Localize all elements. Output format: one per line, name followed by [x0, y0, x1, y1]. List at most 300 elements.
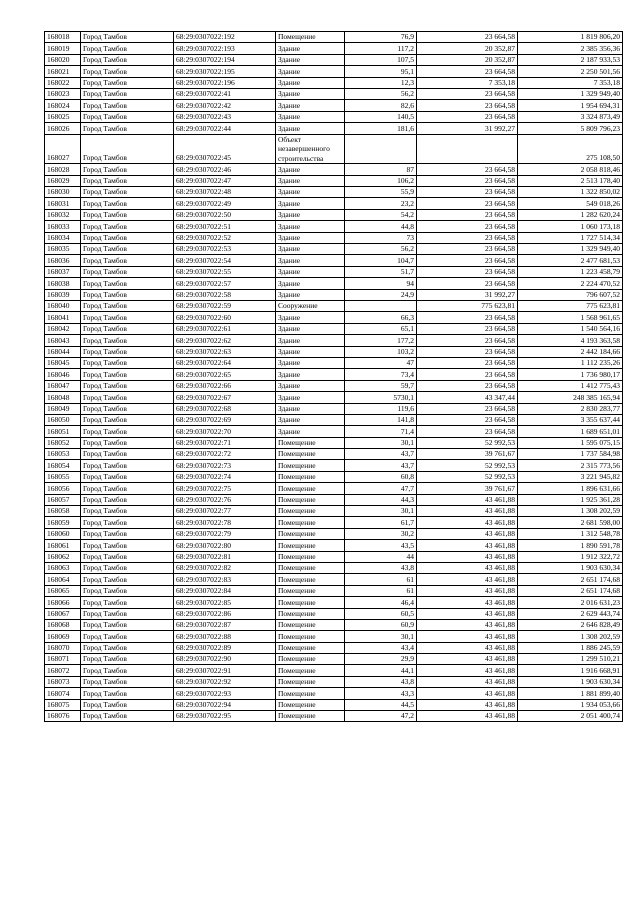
cadastral-value-cell: 1 568 961,65 [518, 312, 623, 323]
cadastral-number-cell: 68:29:0307022:43 [174, 111, 276, 122]
cadastral-number-cell: 68:29:0307022:91 [174, 665, 276, 676]
row-number-cell: 168076 [45, 711, 81, 722]
row-number-cell: 168068 [45, 619, 81, 630]
city-cell: Город Тамбов [81, 528, 174, 539]
cadastral-value-cell: 796 607,52 [518, 289, 623, 300]
city-cell: Город Тамбов [81, 380, 174, 391]
unit-value-cell: 43 461,88 [417, 676, 518, 687]
object-type-cell: Здание [276, 369, 345, 380]
unit-value-cell: 43 461,88 [417, 585, 518, 596]
cadastral-value-cell: 248 385 165,94 [518, 392, 623, 403]
table-row [45, 676, 623, 687]
unit-value-cell: 23 664,58 [417, 266, 518, 277]
city-cell: Город Тамбов [81, 369, 174, 380]
cadastral-value-cell: 1 060 173,18 [518, 221, 623, 232]
area-cell: 12,3 [345, 77, 417, 88]
city-cell: Город Тамбов [81, 244, 174, 255]
cadastral-number-cell: 68:29:0307022:63 [174, 346, 276, 357]
row-number-cell: 168031 [45, 198, 81, 209]
object-type-cell: Помещение [276, 654, 345, 665]
unit-value-cell: 23 664,58 [417, 221, 518, 232]
table-row [45, 232, 623, 243]
cadastral-value-cell: 2 016 631,23 [518, 597, 623, 608]
area-cell: 47,7 [345, 483, 417, 494]
object-type-cell: Здание [276, 426, 345, 437]
cadastral-number-cell: 68:29:0307022:51 [174, 221, 276, 232]
area-cell: 43,3 [345, 688, 417, 699]
city-cell: Город Тамбов [81, 540, 174, 551]
cadastral-value-cell: 1 282 620,24 [518, 209, 623, 220]
area-cell: 30,1 [345, 631, 417, 642]
cadastral-number-cell: 68:29:0307022:45 [174, 134, 276, 164]
cadastral-number-cell: 68:29:0307022:41 [174, 88, 276, 99]
cadastral-value-cell: 3 221 945,82 [518, 471, 623, 482]
cadastral-number-cell: 68:29:0307022:59 [174, 300, 276, 311]
cadastral-number-cell: 68:29:0307022:85 [174, 597, 276, 608]
area-cell: 73 [345, 232, 417, 243]
city-cell: Город Тамбов [81, 300, 174, 311]
city-cell: Город Тамбов [81, 278, 174, 289]
cadastral-number-cell: 68:29:0307022:93 [174, 688, 276, 699]
object-type-cell: Помещение [276, 483, 345, 494]
cadastral-value-cell: 1 736 980,17 [518, 369, 623, 380]
unit-value-cell: 43 461,88 [417, 688, 518, 699]
row-number-cell: 168035 [45, 244, 81, 255]
unit-value-cell: 43 461,88 [417, 562, 518, 573]
table-row [45, 392, 623, 403]
area-cell: 106,2 [345, 175, 417, 186]
cadastral-number-cell: 68:29:0307022:81 [174, 551, 276, 562]
cadastral-number-cell: 68:29:0307022:80 [174, 540, 276, 551]
city-cell: Город Тамбов [81, 665, 174, 676]
table-row [45, 198, 623, 209]
object-type-cell: Здание [276, 278, 345, 289]
object-type-cell: Помещение [276, 688, 345, 699]
table-row [45, 540, 623, 551]
row-number-cell: 168037 [45, 266, 81, 277]
unit-value-cell: 43 461,88 [417, 631, 518, 642]
cadastral-number-cell: 68:29:0307022:94 [174, 699, 276, 710]
object-type-cell: Помещение [276, 562, 345, 573]
city-cell: Город Тамбов [81, 449, 174, 460]
cadastral-number-cell: 68:29:0307022:195 [174, 66, 276, 77]
city-cell: Город Тамбов [81, 175, 174, 186]
table-row [45, 483, 623, 494]
unit-value-cell: 23 664,58 [417, 323, 518, 334]
cadastral-number-cell: 68:29:0307022:70 [174, 426, 276, 437]
object-type-cell: Здание [276, 66, 345, 77]
table-row [45, 187, 623, 198]
unit-value-cell: 52 992,53 [417, 460, 518, 471]
cadastral-number-cell: 68:29:0307022:82 [174, 562, 276, 573]
city-cell: Город Тамбов [81, 574, 174, 585]
cadastral-value-cell: 1 925 361,28 [518, 494, 623, 505]
row-number-cell: 168042 [45, 323, 81, 334]
row-number-cell: 168055 [45, 471, 81, 482]
table-row [45, 654, 623, 665]
cadastral-number-cell: 68:29:0307022:87 [174, 619, 276, 630]
area-cell: 119,6 [345, 403, 417, 414]
area-cell: 117,2 [345, 43, 417, 54]
row-number-cell: 168059 [45, 517, 81, 528]
unit-value-cell: 43 461,88 [417, 551, 518, 562]
unit-value-cell: 31 992,27 [417, 289, 518, 300]
object-type-cell: Помещение [276, 437, 345, 448]
unit-value-cell: 23 664,58 [417, 357, 518, 368]
unit-value-cell: 43 461,88 [417, 517, 518, 528]
cadastral-value-cell: 2 051 400,74 [518, 711, 623, 722]
unit-value-cell: 23 664,58 [417, 100, 518, 111]
object-type-cell: Здание [276, 88, 345, 99]
area-cell: 61 [345, 574, 417, 585]
cadastral-value-cell: 2 477 681,53 [518, 255, 623, 266]
row-number-cell: 168044 [45, 346, 81, 357]
object-type-cell: Помещение [276, 471, 345, 482]
table-row [45, 54, 623, 65]
cadastral-value-cell: 1 223 458,79 [518, 266, 623, 277]
cadastral-number-cell: 68:29:0307022:61 [174, 323, 276, 334]
city-cell: Город Тамбов [81, 699, 174, 710]
row-number-cell: 168036 [45, 255, 81, 266]
unit-value-cell: 43 461,88 [417, 608, 518, 619]
table-row [45, 266, 623, 277]
unit-value-cell: 23 664,58 [417, 88, 518, 99]
unit-value-cell: 23 664,58 [417, 255, 518, 266]
city-cell: Город Тамбов [81, 460, 174, 471]
unit-value-cell: 23 664,58 [417, 164, 518, 175]
row-number-cell: 168065 [45, 585, 81, 596]
city-cell: Город Тамбов [81, 187, 174, 198]
table-row [45, 665, 623, 676]
area-cell: 56,2 [345, 244, 417, 255]
area-cell: 71,4 [345, 426, 417, 437]
table-row [45, 619, 623, 630]
city-cell: Город Тамбов [81, 134, 174, 164]
cadastral-value-cell: 1 308 202,59 [518, 631, 623, 642]
unit-value-cell: 43 461,88 [417, 540, 518, 551]
unit-value-cell: 43 461,88 [417, 574, 518, 585]
area-cell: 61,7 [345, 517, 417, 528]
row-number-cell: 168058 [45, 506, 81, 517]
city-cell: Город Тамбов [81, 43, 174, 54]
area-cell: 141,8 [345, 414, 417, 425]
object-type-cell: Помещение [276, 642, 345, 653]
city-cell: Город Тамбов [81, 631, 174, 642]
object-type-cell: Здание [276, 380, 345, 391]
table-row [45, 164, 623, 175]
object-type-cell: Здание [276, 244, 345, 255]
city-cell: Город Тамбов [81, 66, 174, 77]
city-cell: Город Тамбов [81, 346, 174, 357]
area-cell: 87 [345, 164, 417, 175]
object-type-cell: Помещение [276, 676, 345, 687]
cadastral-value-cell: 1 329 949,40 [518, 244, 623, 255]
table-row [45, 221, 623, 232]
cadastral-number-cell: 68:29:0307022:58 [174, 289, 276, 300]
object-type-cell: Здание [276, 54, 345, 65]
cadastral-number-cell: 68:29:0307022:76 [174, 494, 276, 505]
row-number-cell: 168057 [45, 494, 81, 505]
city-cell: Город Тамбов [81, 77, 174, 88]
table-row [45, 123, 623, 134]
table-row [45, 642, 623, 653]
row-number-cell: 168056 [45, 483, 81, 494]
area-cell: 44,5 [345, 699, 417, 710]
row-number-cell: 168030 [45, 187, 81, 198]
area-cell: 24,9 [345, 289, 417, 300]
area-cell: 23,2 [345, 198, 417, 209]
table-row [45, 289, 623, 300]
row-number-cell: 168048 [45, 392, 81, 403]
row-number-cell: 168052 [45, 437, 81, 448]
object-type-cell: Помещение [276, 32, 345, 43]
cadastral-value-cell: 1 903 630,34 [518, 562, 623, 573]
unit-value-cell: 43 461,88 [417, 494, 518, 505]
cadastral-number-cell: 68:29:0307022:60 [174, 312, 276, 323]
area-cell: 66,3 [345, 312, 417, 323]
object-type-cell: Здание [276, 255, 345, 266]
area-cell: 30,1 [345, 437, 417, 448]
unit-value-cell: 52 992,53 [417, 437, 518, 448]
table-row [45, 506, 623, 517]
cadastral-number-cell: 68:29:0307022:47 [174, 175, 276, 186]
cadastral-value-cell: 1 412 775,43 [518, 380, 623, 391]
area-cell: 104,7 [345, 255, 417, 266]
area-cell: 94 [345, 278, 417, 289]
city-cell: Город Тамбов [81, 323, 174, 334]
object-type-cell: Сооружение [276, 300, 345, 311]
table-row [45, 471, 623, 482]
area-cell: 47,2 [345, 711, 417, 722]
unit-value-cell: 23 664,58 [417, 32, 518, 43]
row-number-cell: 168051 [45, 426, 81, 437]
table-row [45, 32, 623, 43]
cadastral-number-cell: 68:29:0307022:84 [174, 585, 276, 596]
city-cell: Город Тамбов [81, 123, 174, 134]
object-type-cell: Помещение [276, 494, 345, 505]
row-number-cell: 168032 [45, 209, 81, 220]
area-cell: 43,7 [345, 460, 417, 471]
table-row [45, 711, 623, 722]
cadastral-number-cell: 68:29:0307022:73 [174, 460, 276, 471]
cadastral-value-cell: 1 916 668,91 [518, 665, 623, 676]
cadastral-number-cell: 68:29:0307022:71 [174, 437, 276, 448]
row-number-cell: 168028 [45, 164, 81, 175]
unit-value-cell: 23 664,58 [417, 369, 518, 380]
table-row [45, 380, 623, 391]
cadastral-number-cell: 68:29:0307022:89 [174, 642, 276, 653]
row-number-cell: 168021 [45, 66, 81, 77]
cadastral-number-cell: 68:29:0307022:193 [174, 43, 276, 54]
area-cell: 60,9 [345, 619, 417, 630]
table-row [45, 585, 623, 596]
city-cell: Город Тамбов [81, 562, 174, 573]
object-type-cell: Здание [276, 346, 345, 357]
area-cell: 103,2 [345, 346, 417, 357]
row-number-cell: 168060 [45, 528, 81, 539]
row-number-cell: 168043 [45, 335, 81, 346]
cadastral-number-cell: 68:29:0307022:192 [174, 32, 276, 43]
table-row [45, 517, 623, 528]
object-type-cell: Здание [276, 266, 345, 277]
table-row [45, 278, 623, 289]
city-cell: Город Тамбов [81, 255, 174, 266]
table-row [45, 88, 623, 99]
row-number-cell: 168054 [45, 460, 81, 471]
row-number-cell: 168066 [45, 597, 81, 608]
city-cell: Город Тамбов [81, 642, 174, 653]
cadastral-value-cell: 2 651 174,68 [518, 574, 623, 585]
cadastral-value-cell: 2 830 283,77 [518, 403, 623, 414]
unit-value-cell [417, 134, 518, 164]
area-cell: 47 [345, 357, 417, 368]
city-cell: Город Тамбов [81, 414, 174, 425]
city-cell: Город Тамбов [81, 335, 174, 346]
object-type-cell: Помещение [276, 711, 345, 722]
cadastral-value-cell: 2 681 598,00 [518, 517, 623, 528]
table-body [45, 32, 623, 722]
unit-value-cell: 7 353,18 [417, 77, 518, 88]
city-cell: Город Тамбов [81, 688, 174, 699]
unit-value-cell: 43 461,88 [417, 506, 518, 517]
row-number-cell: 168019 [45, 43, 81, 54]
area-cell: 95,1 [345, 66, 417, 77]
row-number-cell: 168020 [45, 54, 81, 65]
object-type-cell: Здание [276, 111, 345, 122]
object-type-cell: Здание [276, 175, 345, 186]
cadastral-value-cell: 2 629 443,74 [518, 608, 623, 619]
unit-value-cell: 52 992,53 [417, 471, 518, 482]
area-cell: 43,7 [345, 449, 417, 460]
table-row [45, 597, 623, 608]
row-number-cell: 168045 [45, 357, 81, 368]
object-type-cell: Помещение [276, 528, 345, 539]
object-type-cell: Помещение [276, 517, 345, 528]
city-cell: Город Тамбов [81, 164, 174, 175]
row-number-cell: 168024 [45, 100, 81, 111]
area-cell: 44 [345, 551, 417, 562]
unit-value-cell: 23 664,58 [417, 232, 518, 243]
unit-value-cell: 39 761,67 [417, 449, 518, 460]
row-number-cell: 168040 [45, 300, 81, 311]
cadastral-value-cell: 7 353,18 [518, 77, 623, 88]
cadastral-value-cell: 549 018,26 [518, 198, 623, 209]
cadastral-number-cell: 68:29:0307022:72 [174, 449, 276, 460]
area-cell: 5730,1 [345, 392, 417, 403]
area-cell: 56,2 [345, 88, 417, 99]
area-cell: 107,5 [345, 54, 417, 65]
cadastral-value-cell: 2 651 174,68 [518, 585, 623, 596]
object-type-cell: Помещение [276, 619, 345, 630]
table-row [45, 437, 623, 448]
city-cell: Город Тамбов [81, 711, 174, 722]
cadastral-number-cell: 68:29:0307022:75 [174, 483, 276, 494]
area-cell: 54,2 [345, 209, 417, 220]
area-cell: 43,5 [345, 540, 417, 551]
object-type-cell: Здание [276, 323, 345, 334]
area-cell: 43,8 [345, 676, 417, 687]
city-cell: Город Тамбов [81, 232, 174, 243]
row-number-cell: 168063 [45, 562, 81, 573]
row-number-cell: 168033 [45, 221, 81, 232]
city-cell: Город Тамбов [81, 608, 174, 619]
area-cell: 140,5 [345, 111, 417, 122]
cadastral-number-cell: 68:29:0307022:95 [174, 711, 276, 722]
city-cell: Город Тамбов [81, 88, 174, 99]
object-type-cell: Здание [276, 187, 345, 198]
area-cell: 59,7 [345, 380, 417, 391]
city-cell: Город Тамбов [81, 289, 174, 300]
cadastral-number-cell: 68:29:0307022:50 [174, 209, 276, 220]
cadastral-value-cell: 1 299 510,21 [518, 654, 623, 665]
row-number-cell: 168074 [45, 688, 81, 699]
table-row [45, 631, 623, 642]
unit-value-cell: 23 664,58 [417, 66, 518, 77]
area-cell: 51,7 [345, 266, 417, 277]
table-row [45, 460, 623, 471]
area-cell: 82,6 [345, 100, 417, 111]
cadastral-number-cell: 68:29:0307022:54 [174, 255, 276, 266]
cadastral-value-cell: 1 540 564,16 [518, 323, 623, 334]
unit-value-cell: 23 664,58 [417, 426, 518, 437]
object-type-cell: Помещение [276, 585, 345, 596]
city-cell: Город Тамбов [81, 403, 174, 414]
unit-value-cell: 775 623,81 [417, 300, 518, 311]
cadastral-value-cell: 2 442 184,66 [518, 346, 623, 357]
row-number-cell: 168067 [45, 608, 81, 619]
unit-value-cell: 20 352,87 [417, 43, 518, 54]
unit-value-cell: 43 461,88 [417, 665, 518, 676]
row-number-cell: 168046 [45, 369, 81, 380]
table-row [45, 449, 623, 460]
city-cell: Город Тамбов [81, 32, 174, 43]
area-cell: 43,8 [345, 562, 417, 573]
cadastral-value-cell: 1 954 694,31 [518, 100, 623, 111]
cadastral-number-cell: 68:29:0307022:66 [174, 380, 276, 391]
cadastral-number-cell: 68:29:0307022:88 [174, 631, 276, 642]
object-type-cell: Помещение [276, 551, 345, 562]
cadastral-value-cell: 2 385 356,36 [518, 43, 623, 54]
cadastral-value-cell: 775 623,81 [518, 300, 623, 311]
area-cell: 181,6 [345, 123, 417, 134]
city-cell: Город Тамбов [81, 471, 174, 482]
row-number-cell: 168062 [45, 551, 81, 562]
object-type-cell: Помещение [276, 597, 345, 608]
unit-value-cell: 23 664,58 [417, 312, 518, 323]
city-cell: Город Тамбов [81, 517, 174, 528]
table-row [45, 494, 623, 505]
row-number-cell: 168022 [45, 77, 81, 88]
area-cell: 30,1 [345, 506, 417, 517]
object-type-cell: Здание [276, 335, 345, 346]
city-cell: Город Тамбов [81, 494, 174, 505]
table-row [45, 426, 623, 437]
row-number-cell: 168070 [45, 642, 81, 653]
row-number-cell: 168069 [45, 631, 81, 642]
object-type-cell: Помещение [276, 574, 345, 585]
city-cell: Город Тамбов [81, 483, 174, 494]
cadastral-number-cell: 68:29:0307022:90 [174, 654, 276, 665]
row-number-cell: 168026 [45, 123, 81, 134]
cadastral-number-cell: 68:29:0307022:194 [174, 54, 276, 65]
city-cell: Город Тамбов [81, 654, 174, 665]
unit-value-cell: 43 461,88 [417, 654, 518, 665]
object-type-cell: Помещение [276, 631, 345, 642]
table-row [45, 414, 623, 425]
unit-value-cell: 23 664,58 [417, 414, 518, 425]
area-cell: 29,9 [345, 654, 417, 665]
cadastral-value-cell: 1 737 584,98 [518, 449, 623, 460]
